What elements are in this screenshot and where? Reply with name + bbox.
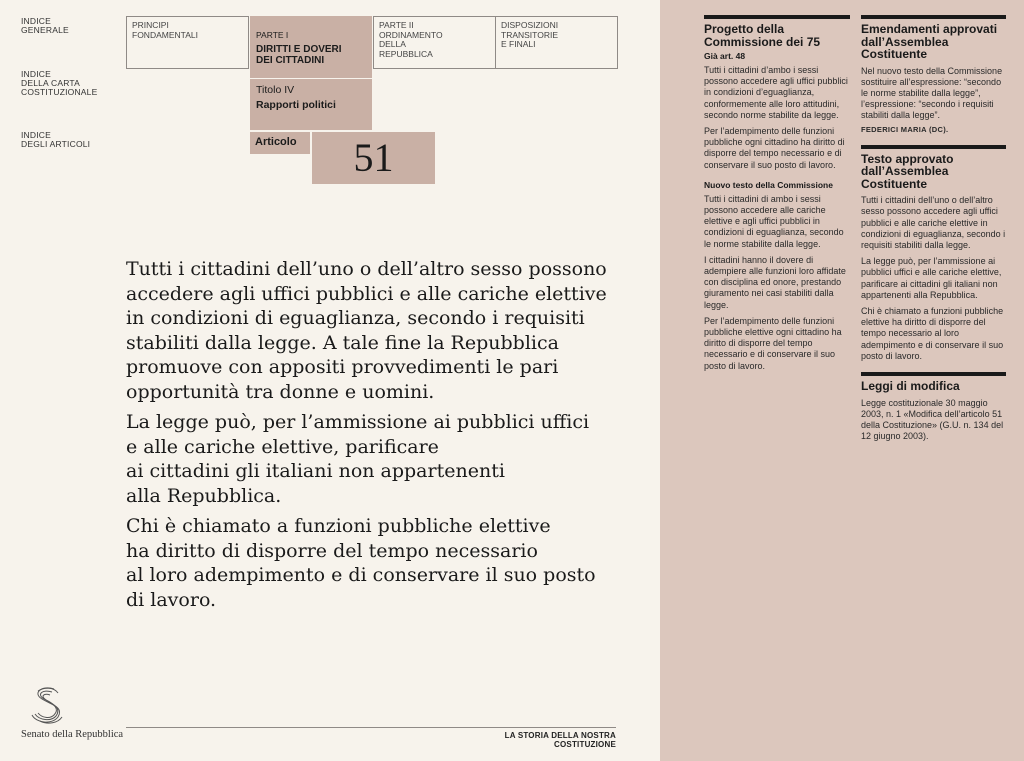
emendamenti-paragraph: Nel nuovo testo della Commissione sostituire all’espressione: “secondo le norme stabilite dalla legge”, l’espressione: “secondo i requisiti stabiliti dalla legge”. <box>861 65 1003 121</box>
testo-approvato-paragraph-2: La legge può, per l’ammissione ai pubblici uffici e alle cariche elettive, parificare ai cittadini gli italiani non appartenenti alla Repubblica. <box>861 256 1002 300</box>
progetto-section <box>704 15 850 372</box>
footer-senato: Senato della Repubblica <box>21 729 124 740</box>
testo-approvato-section <box>861 145 1006 362</box>
section-parte-2[interactable]: PARTE II ORDINAMENTO DELLA REPUBBLICA <box>373 16 496 69</box>
articolo-number: 51 <box>312 132 435 184</box>
progetto-subtitle: Già art. 48 <box>704 51 746 61</box>
right-column-2 <box>861 15 1006 452</box>
leggi-modifica-title: Leggi di modifica <box>861 379 960 394</box>
progetto-paragraph-2: Per l’adempimento delle funzioni pubbliche ogni cittadino ha diritto di disporre del tempo necessario e di conservare il suo posto di lavoro. <box>704 126 845 170</box>
nuovo-testo-paragraph-2: I cittadini hanno il dovere di adempiere alle funzioni loro affidate con disciplina ed onore, prestando giuramento nei casi stabiliti dalla legge. <box>704 254 846 310</box>
article-paragraph-3: Chi è chiamato a funzioni pubbliche elettive ha diritto di disporre del tempo necessario al loro adempimento e di conservare il suo posto di lavoro. <box>126 515 596 611</box>
section-parte-1-title: DIRITTI E DOVERI DEI CITTADINI <box>256 44 342 66</box>
titolo-name: Rapporti politici <box>256 99 336 111</box>
testo-approvato-title: Testo approvato dall’Assemblea Costituente <box>861 151 954 191</box>
footer-storia: LA STORIA DELLA NOSTRA COSTITUZIONE <box>504 731 616 749</box>
emendamenti-title: Emendamenti approvati dall’Assemblea Costituente <box>861 22 998 61</box>
right-column-1 <box>704 15 850 382</box>
titolo-label: Titolo IV <box>256 84 295 96</box>
section-disposizioni-transitorie[interactable]: DISPOSIZIONI TRANSITORIE E FINALI <box>495 16 618 69</box>
article-paragraph-2: La legge può, per l’ammissione ai pubblici uffici e alle cariche elettive, parificare ai cittadini gli italiani non appartenenti alla Repubblica. <box>126 411 590 507</box>
progetto-paragraph-1: Tutti i cittadini d’ambo i sessi possono accedere agli uffici pubblici in condizioni d’eguaglianza, conformemente alle loro attitudini, secondo norme stabilite da legge. <box>704 65 848 120</box>
testo-approvato-paragraph-3: Chi è chiamato a funzioni pubbliche elettive ha diritto di disporre del tempo necessario al loro adempimento e di conservare il suo posto di lavoro. <box>861 306 1004 361</box>
nav-indice-articoli[interactable]: INDICE DEGLI ARTICOLI <box>21 130 91 149</box>
progetto-title: Progetto della Commissione dei 75 <box>704 22 821 49</box>
section-parte-1[interactable] <box>250 16 372 78</box>
titolo-tile[interactable] <box>250 79 372 130</box>
nuovo-testo-paragraph-3: Per l’adempimento delle funzioni pubbliche elettive ogni cittadino ha diritto di disporre del tempo necessario e di conservare il suo posto di lavoro. <box>704 315 842 371</box>
senato-logo-icon <box>24 683 74 727</box>
section-principi-fondamentali[interactable]: PRINCIPI FONDAMENTALI <box>126 16 249 69</box>
nuovo-testo-paragraph-1: Tutti i cittadini di ambo i sessi possono accedere alle cariche elettive e agli uffici pubblici in condizioni di eguaglianza, secondo le norme stabilite dalla legge. <box>704 193 844 249</box>
article-text <box>126 257 626 618</box>
footer-divider <box>126 727 616 728</box>
emendamenti-signature: FEDERICI MARIA (DC). <box>861 124 949 134</box>
article-paragraph-1: Tutti i cittadini dell’uno o dell’altro sesso possono accedere agli uffici pubblici e alle cariche elettive in condizioni di eguaglianza, secondo i requisiti stabiliti dalla legge. A tale fine la Repubblica promuove con appositi provvedimenti le pari opportunità tra donne e uomini. <box>126 258 607 403</box>
testo-approvato-paragraph-1: Tutti i cittadini dell’uno o dell’altro sesso possono accedere agli uffici pubblici e alle cariche elettive in condizioni di eguaglianza, secondo i requisiti stabiliti dalla legge. <box>861 195 1006 251</box>
nuovo-testo-subtitle: Nuovo testo della Commissione <box>704 179 833 190</box>
leggi-modifica-section <box>861 372 1006 442</box>
articolo-label: Articolo <box>250 132 310 154</box>
nav-indice-carta-costituzionale[interactable]: INDICE DELLA CARTA COSTITUZIONALE <box>21 69 98 97</box>
nav-indice-generale[interactable]: INDICE GENERALE <box>21 16 69 35</box>
emendamenti-section <box>861 15 1006 135</box>
leggi-modifica-paragraph: Legge costituzionale 30 maggio 2003, n. 1 «Modifica dell’articolo 51 della Costituzione» (G.U. n. 134 del 12 giugno 2003). <box>861 397 1004 442</box>
section-parte-1-label: PARTE I <box>256 29 289 40</box>
